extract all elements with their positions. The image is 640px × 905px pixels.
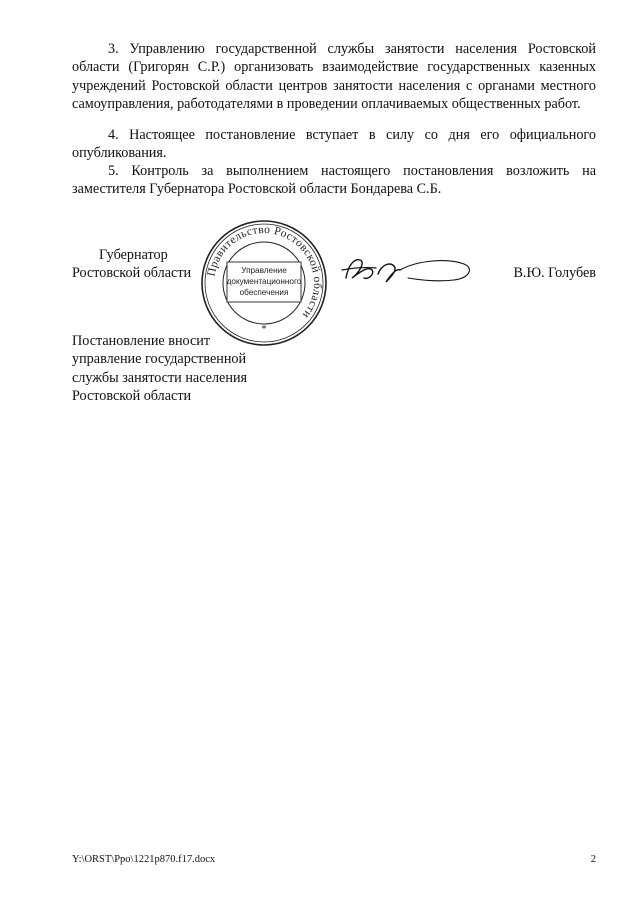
paragraph-5: 5. Контроль за выполнением настоящего постановления возложить на заместителя Губернатора Ростовской области Бондарева С.Б. [72, 163, 596, 198]
submitted-by-note [72, 332, 302, 405]
paragraph-4: 4. Настоящее постановление вступает в силу со дня его официального опубликования. [72, 127, 596, 162]
official-seal [199, 218, 329, 348]
submitted-by-line: службы занятости населения [72, 369, 248, 386]
submitted-by-line: Ростовской области [72, 387, 192, 404]
seal-star: * [261, 324, 267, 335]
footer-file-path: Y:\ORST\Ppo\1221p870.f17.docx [72, 854, 216, 865]
paragraph-3: 3. Управлению государственной службы занятости населения Ростовской области (Григорян С.Р.) организовать взаимодействие государственных казенных учреждений Ростовской области центров занятости населения с органами местного самоуправления, работодателями в проведении оплачиваемых общественных работ. [72, 41, 596, 112]
submitted-by-line: управление государственной [72, 351, 247, 368]
signatory-name: В.Ю. Голубев [513, 265, 596, 281]
seal-ring-text: Правительство Ростовской области [205, 223, 324, 321]
submitted-by-line: Постановление вносит [72, 333, 211, 349]
seal-center-line2: документационного [226, 277, 302, 286]
seal-center-line3: обеспечения [239, 288, 289, 297]
footer-page-number: 2 [590, 854, 596, 865]
seal-center-line1: Управление [241, 266, 287, 275]
signatory-title-line2: Ростовской области [72, 265, 192, 282]
handwritten-signature [338, 248, 478, 292]
signatory-title-line1: Губернатор [99, 247, 168, 263]
